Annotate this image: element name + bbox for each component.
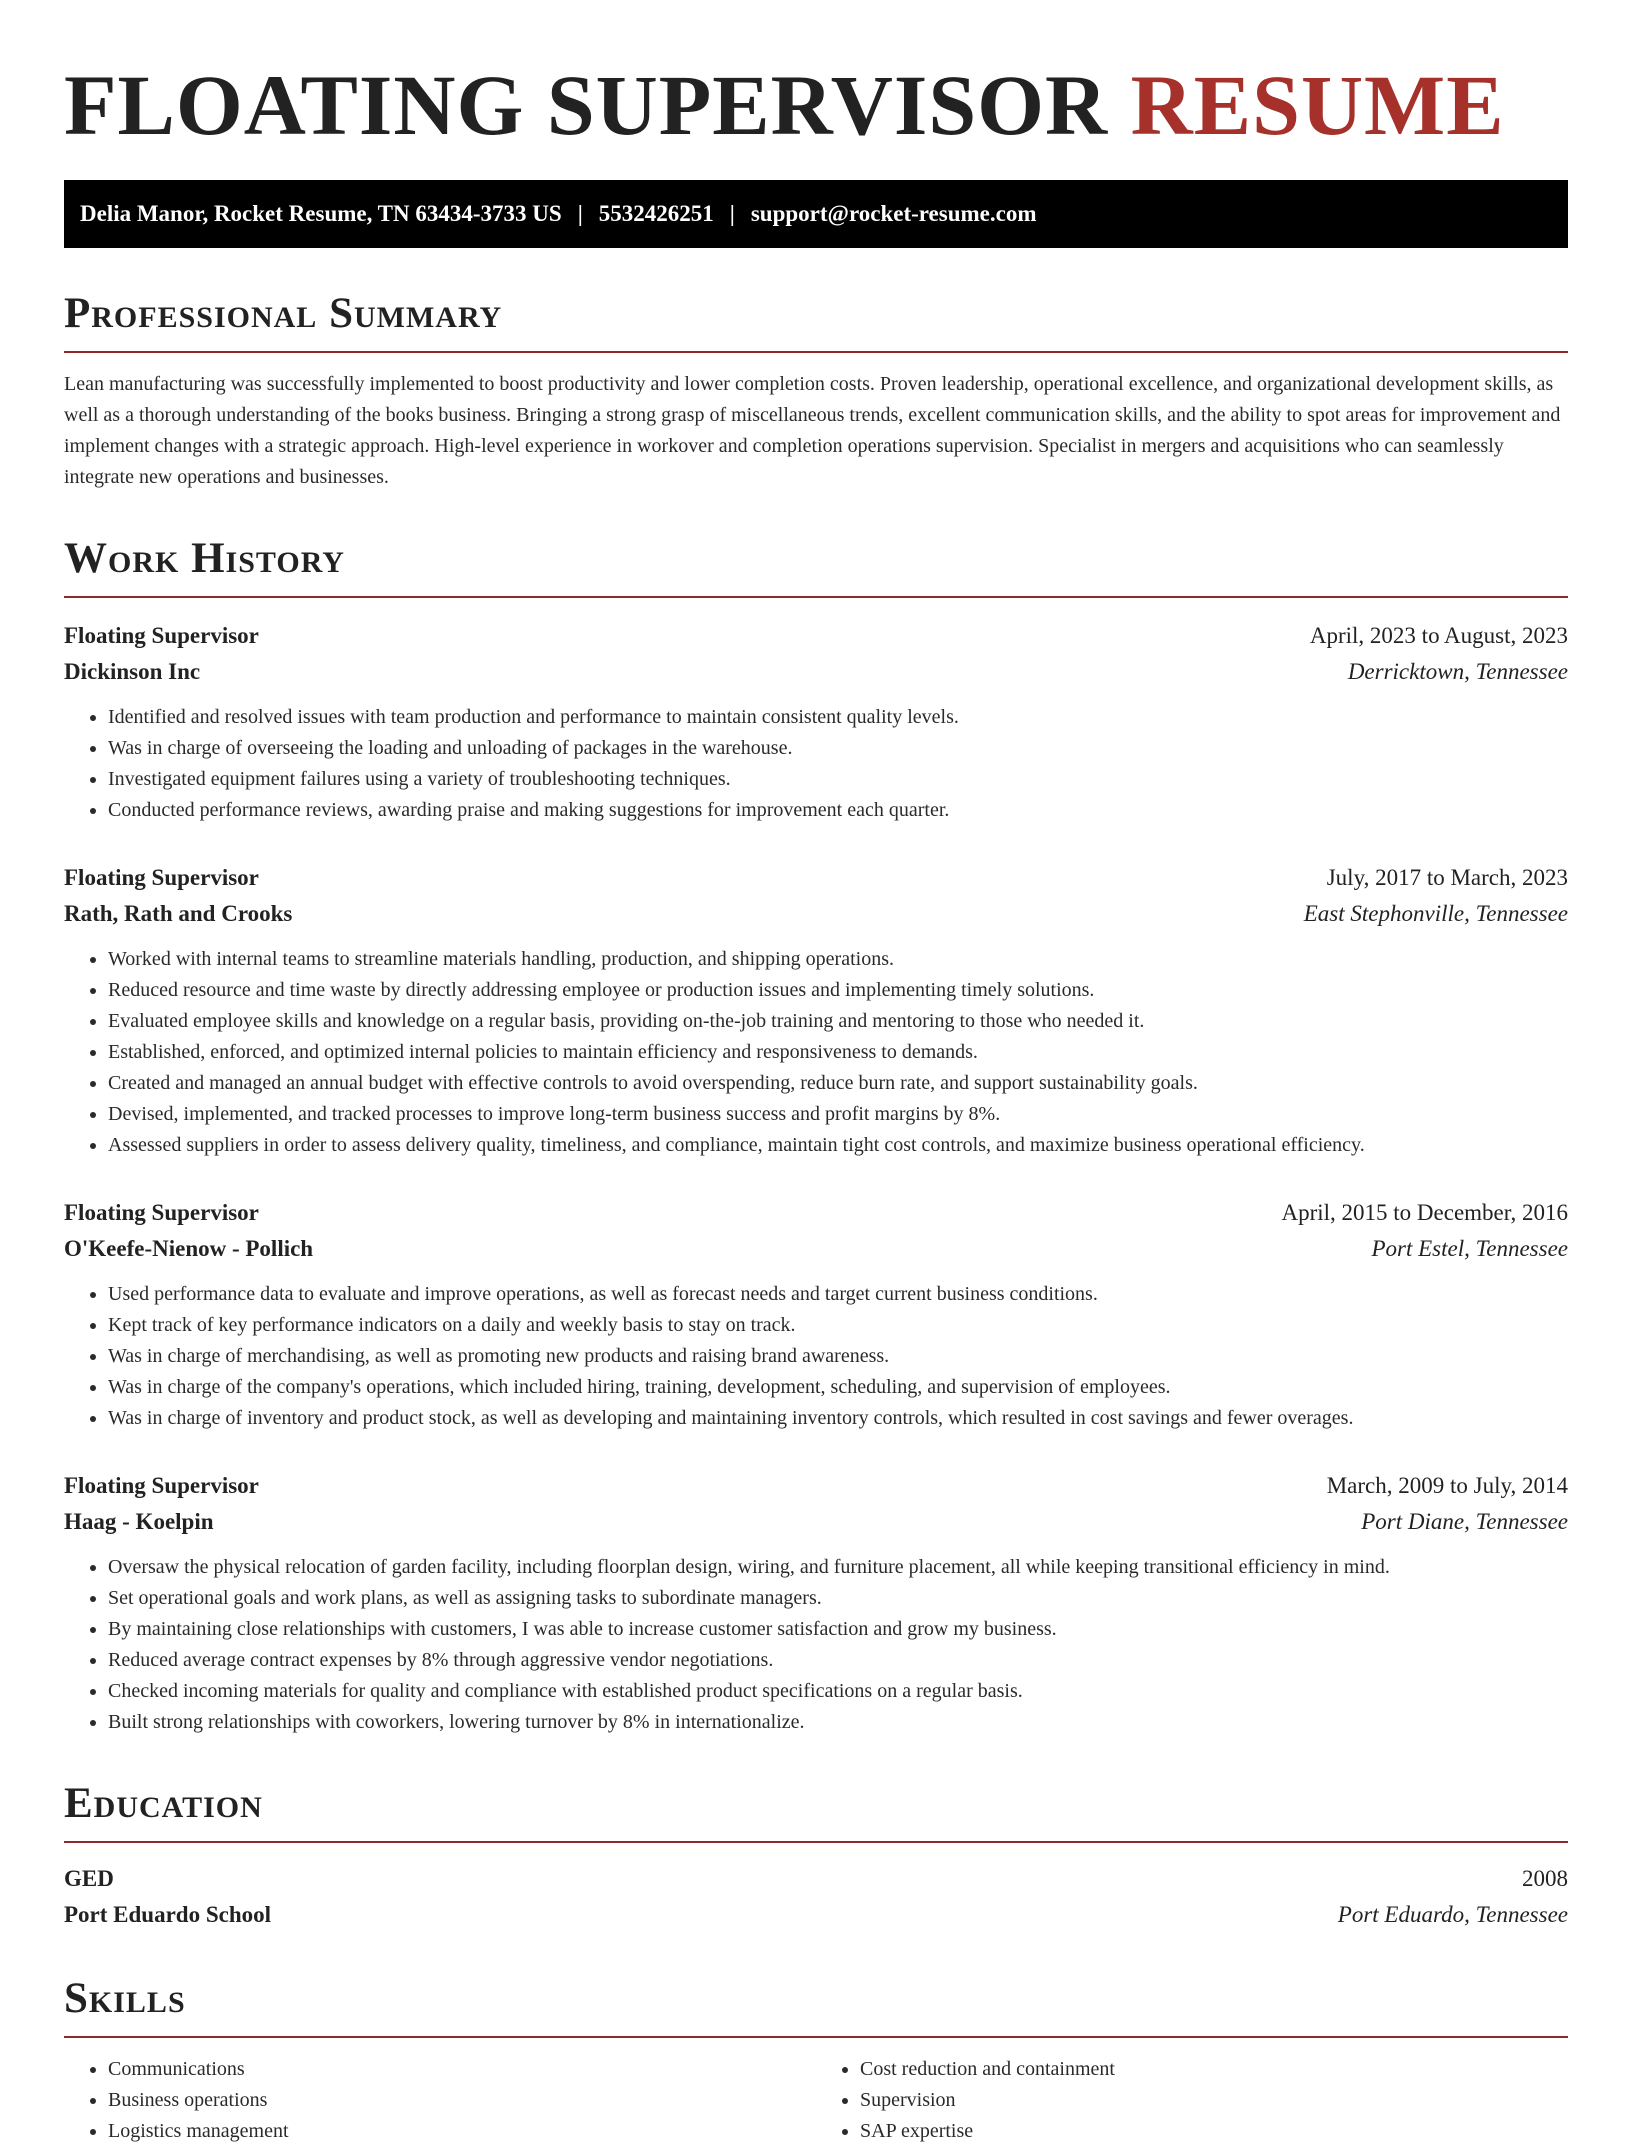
- contact-address: Delia Manor, Rocket Resume, TN 63434-3733 US: [80, 201, 562, 226]
- list-item: • Evaluated employee skills and knowledge on a regular basis, providing on-the-job training and mentoring to those who needed it.: [108, 1006, 1568, 1037]
- resume-title: [64, 57, 1568, 153]
- list-item: • Established, enforced, and optimized internal policies to maintain efficiency and responsiveness to demands.: [108, 1037, 1568, 1068]
- job-title: Floating Supervisor: [64, 1473, 259, 1498]
- skill-item: • SAP expertise: [860, 2116, 1568, 2147]
- job-location: Port Estel, Tennessee: [1371, 1236, 1568, 1261]
- job-title: Floating Supervisor: [64, 1200, 259, 1225]
- job-location: Port Diane, Tennessee: [1361, 1509, 1568, 1534]
- job-dates: April, 2015 to December, 2016: [1281, 1200, 1568, 1225]
- list-item: • Conducted performance reviews, awarding praise and making suggestions for improvement each quarter.: [108, 795, 1568, 826]
- education-section: [64, 1782, 1568, 1933]
- education-entry: [64, 1861, 1568, 1933]
- professional-summary-section: [64, 292, 1568, 493]
- job-dates: July, 2017 to March, 2023: [1326, 865, 1568, 890]
- list-item: • Oversaw the physical relocation of garden facility, including floorplan design, wiring, and furniture placement, all while keeping transitional efficiency in mind.: [108, 1552, 1568, 1583]
- job-entry: [64, 860, 1568, 1161]
- section-heading: Professional Summary: [64, 292, 1568, 353]
- job-bullets: [64, 1279, 1568, 1434]
- list-item: • Reduced resource and time waste by directly addressing employee or production issues and implementing timely solutions.: [108, 975, 1568, 1006]
- list-item: • Kept track of key performance indicators on a daily and weekly basis to stay on track.: [108, 1310, 1568, 1341]
- job-bullets: [64, 944, 1568, 1161]
- skills-section: [64, 1977, 1568, 2147]
- job-entry: [64, 1195, 1568, 1434]
- list-item: • Reduced average contract expenses by 8% through aggressive vendor negotiations.: [108, 1645, 1568, 1676]
- resume-title-job: FLOATING SUPERVISOR: [64, 57, 1109, 153]
- job-company: O'Keefe-Nienow - Pollich: [64, 1236, 314, 1261]
- job-company: Rath, Rath and Crooks: [64, 901, 293, 926]
- job-entry: [64, 1468, 1568, 1738]
- list-item: • Was in charge of overseeing the loading and unloading of packages in the warehouse.: [108, 733, 1568, 764]
- list-item: • Assessed suppliers in order to assess delivery quality, timeliness, and compliance, maintain tight cost controls, and maximize business operational efficiency.: [108, 1130, 1568, 1161]
- job-title: Floating Supervisor: [64, 623, 259, 648]
- list-item: • Was in charge of inventory and product stock, as well as developing and maintaining inventory controls, which resulted in cost savings and fewer overages.: [108, 1403, 1568, 1434]
- contact-separator: |: [729, 201, 735, 226]
- skill-item: • Communications: [108, 2054, 816, 2085]
- list-item: • Checked incoming materials for quality and compliance with established product specifications on a regular basis.: [108, 1676, 1568, 1707]
- section-heading: Work History: [64, 537, 1568, 598]
- job-location: East Stephonville, Tennessee: [1303, 901, 1568, 926]
- list-item: • Used performance data to evaluate and improve operations, as well as forecast needs and target current business conditions.: [108, 1279, 1568, 1310]
- contact-email: support@rocket-resume.com: [750, 201, 1037, 226]
- list-item: • Created and managed an annual budget with effective controls to avoid overspending, reduce burn rate, and support sustainability goals.: [108, 1068, 1568, 1099]
- list-item: • By maintaining close relationships with customers, I was able to increase customer satisfaction and grow my business.: [108, 1614, 1568, 1645]
- list-item: • Identified and resolved issues with team production and performance to maintain consistent quality levels.: [108, 702, 1568, 733]
- list-item: • Was in charge of the company's operations, which included hiring, training, development, scheduling, and supervision of employees.: [108, 1372, 1568, 1403]
- skill-item: • Logistics management: [108, 2116, 816, 2147]
- education-year: 2008: [1522, 1866, 1568, 1891]
- skill-item: • Business operations: [108, 2085, 816, 2116]
- skill-item: • Supervision: [860, 2085, 1568, 2116]
- education-location: Port Eduardo, Tennessee: [1337, 1902, 1568, 1927]
- list-item: • Set operational goals and work plans, as well as assigning tasks to subordinate managers.: [108, 1583, 1568, 1614]
- summary-text: Lean manufacturing was successfully implemented to boost productivity and lower completion costs. Proven leadership, operational excellence, and organizational development skills, as well as a thorough understanding of the books business. Bringing a strong grasp of miscellaneous trends, excellent communication skills, and the ability to spot areas for improvement and implement changes with a strategic approach. High-level experience in workover and completion operations supervision. Specialist in mergers and acquisitions who can seamlessly integrate new operations and businesses.: [64, 373, 1561, 488]
- contact-separator: |: [577, 201, 583, 226]
- job-bullets: [64, 702, 1568, 826]
- section-heading: Education: [64, 1782, 1568, 1843]
- education-school: Port Eduardo School: [64, 1902, 272, 1927]
- contact-bar: [64, 180, 1568, 248]
- skills-grid: [64, 2054, 1568, 2147]
- skills-list-right: [816, 2054, 1568, 2147]
- job-company: Haag - Koelpin: [64, 1509, 214, 1534]
- job-title: Floating Supervisor: [64, 865, 259, 890]
- job-location: Derricktown, Tennessee: [1347, 659, 1568, 684]
- section-heading: Skills: [64, 1977, 1568, 2038]
- list-item: • Investigated equipment failures using a variety of troubleshooting techniques.: [108, 764, 1568, 795]
- job-bullets: [64, 1552, 1568, 1738]
- list-item: • Was in charge of merchandising, as well as promoting new products and raising brand awareness.: [108, 1341, 1568, 1372]
- job-entry: [64, 618, 1568, 826]
- list-item: • Built strong relationships with coworkers, lowering turnover by 8% in internationalize.: [108, 1707, 1568, 1738]
- skills-list-left: [64, 2054, 816, 2147]
- resume-title-word: RESUME: [1130, 57, 1505, 153]
- job-dates: April, 2023 to August, 2023: [1309, 623, 1568, 648]
- job-dates: March, 2009 to July, 2014: [1326, 1473, 1568, 1498]
- skill-item: • Cost reduction and containment: [860, 2054, 1568, 2085]
- job-company: Dickinson Inc: [64, 659, 201, 684]
- contact-phone: 5532426251: [598, 201, 714, 226]
- list-item: • Worked with internal teams to streamline materials handling, production, and shipping operations.: [108, 944, 1568, 975]
- work-history-section: [64, 537, 1568, 1738]
- education-degree: GED: [64, 1866, 114, 1891]
- list-item: • Devised, implemented, and tracked processes to improve long-term business success and profit margins by 8%.: [108, 1099, 1568, 1130]
